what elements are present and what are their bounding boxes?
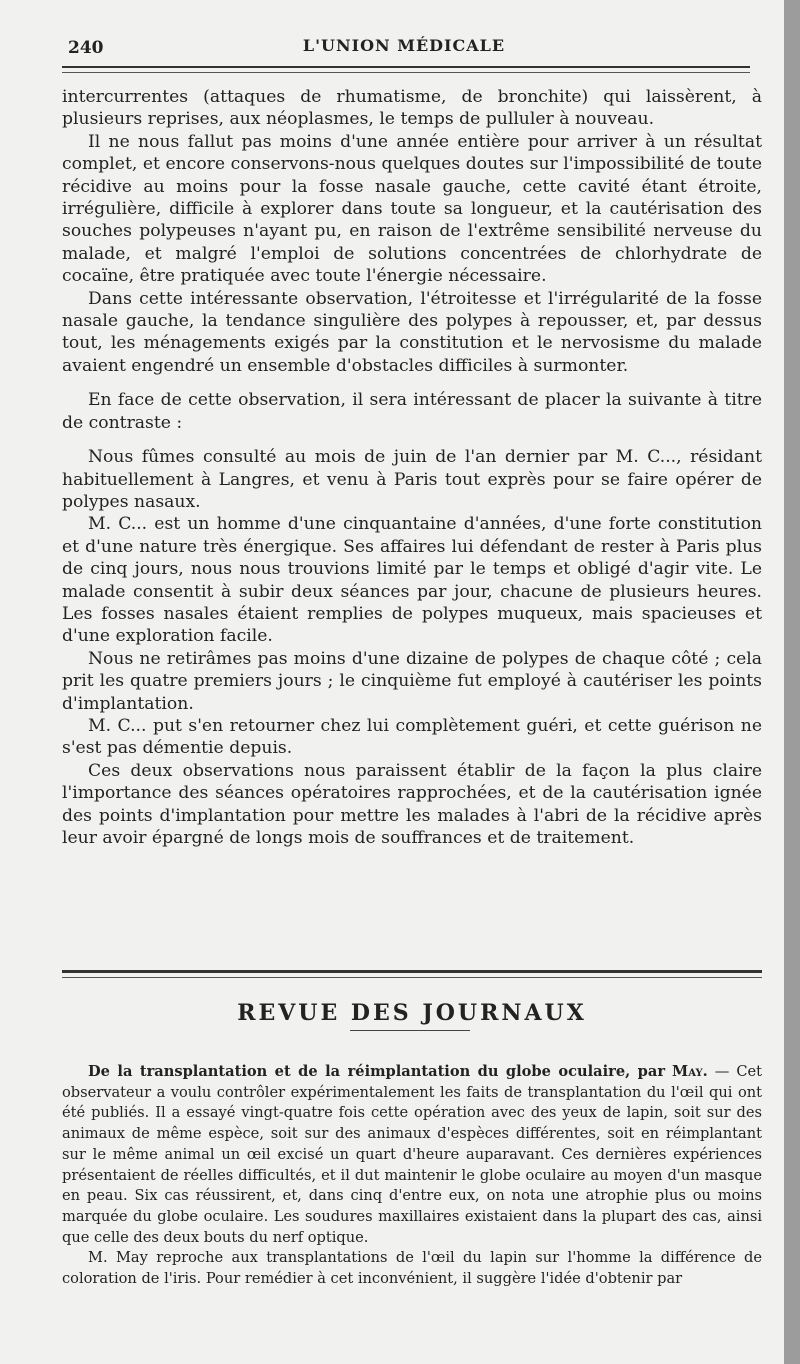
article-paragraph: Il ne nous fallut pas moins d'une année entière pour arriver à un résultat complet, et encore conservons-nous quelques doutes sur l'impossibilité de toute récidive au moins pour la fosse nasale gauche, cette cavité étant étroite, irrégulière, difficile à explorer dans toute sa longueur, et la cautérisation des souches polypeuses n'ayant pu, en raison de l'extrême sensibilité nerveuse du malade, et malgré l'emploi de solutions concentrées de chlorhydrate de cocaïne, être pratiquée avec toute l'énergie nécessaire. — [62, 131, 762, 287]
article-paragraph: Dans cette intéressante observation, l'étroitesse et l'irrégularité de la fosse nasale gauche, la tendance singulière des polypes à repousser, et, par dessus tout, les ménagements exigés par la constitution et le nervosisme du malade avaient engendré un ensemble d'obstacles difficiles à surmonter. — [62, 288, 762, 376]
review-heading: De la transplantation et de la réimplantation du globe oculaire, par — [88, 1063, 666, 1080]
article-paragraph: En face de cette observation, il sera intéressant de placer la suivante à titre de contraste : — [62, 390, 762, 433]
paragraph-gap — [62, 377, 762, 389]
article-paragraph: intercurrentes (attaques de rhumatisme, de bronchite) qui laissèrent, à plusieurs reprises, aux néoplasmes, le temps de pulluler à nouveau. — [62, 87, 762, 130]
page-number: 240 — [68, 38, 104, 58]
review-paragraph — [62, 1062, 762, 1248]
review-paragraph: M. May reproche aux transplantations de l'œil du lapin sur l'homme la différence de coloration de l'iris. Pour remédier à cet inconvénient, il suggère l'idée d'obtenir par — [62, 1249, 762, 1288]
review-text: — Cet observateur a voulu contrôler expérimentalement les faits de transplantation du l'œil qui ont été publiés. Il a essayé vingt-quatre fois cette opération avec des yeux de lapin, soit sur des animaux de même espèce, soit sur des animaux d'espèces différentes, soit en réimplantant sur le même animal un œil excisé un quart d'heure auparavant. Ces dernières expériences présentaient de réelles difficultés, et il dut maintenir le globe oculaire au moyen d'un masque en peau. Six cas réussirent, et, dans cinq d'entre eux, on nota une atrophie plus ou moins marquée du globe oculaire. Les soudures maxillaires existaient dans la plupart des cas, ainsi que celle des deux bouts du nerf optique. — [62, 1063, 763, 1246]
review-body — [62, 1062, 762, 1290]
section-title: REVUE DES JOURNAUX — [237, 1000, 587, 1026]
running-head — [60, 30, 748, 64]
review-author: May. — [672, 1063, 708, 1080]
article-paragraph: M. C... est un homme d'une cinquantaine d'années, d'une forte constitution et d'une nature très énergique. Ses affaires lui défendant de rester à Paris plus de cinq jours, nous nous trouvions limité par le temps et obligé d'agir vite. Le malade consentit à subir deux séances par jour, chacune de plusieurs heures. Les fosses nasales étaient remplies de polypes muqueux, mais spacieuses et d'une exploration facile. — [62, 514, 762, 647]
article-body — [62, 86, 762, 849]
header-rule-thin — [62, 72, 750, 73]
article-paragraph: Nous ne retirâmes pas moins d'une dizaine de polypes de chaque côté ; cela prit les quatre premiers jours ; le cinquième fut employé à cautériser les points d'implantation. — [62, 648, 762, 714]
section-title-rule — [350, 1030, 470, 1031]
article-paragraph: Ces deux observations nous paraissent établir de la façon la plus claire l'importance des séances opératoires rapprochées, et de la cautérisation ignée des points d'implantation pour mettre les malades à l'abri de la récidive après leur avoir épargné de longs mois de souffrances et de traitement. — [62, 760, 762, 848]
header-rule — [62, 66, 750, 68]
section-rule-thick — [62, 970, 762, 973]
article-paragraph: M. C... put s'en retourner chez lui complètement guéri, et cette guérison ne s'est pas démentie depuis. — [62, 715, 762, 759]
paragraph-gap — [62, 434, 762, 446]
article-paragraph: Nous fûmes consulté au mois de juin de l'an dernier par M. C..., résidant habituellement à Langres, et venu à Paris tout exprès pour se faire opérer de polypes nasaux. — [62, 447, 762, 512]
journal-name: L'UNION MÉDICALE — [302, 36, 506, 55]
section-rule-thin — [62, 977, 762, 978]
